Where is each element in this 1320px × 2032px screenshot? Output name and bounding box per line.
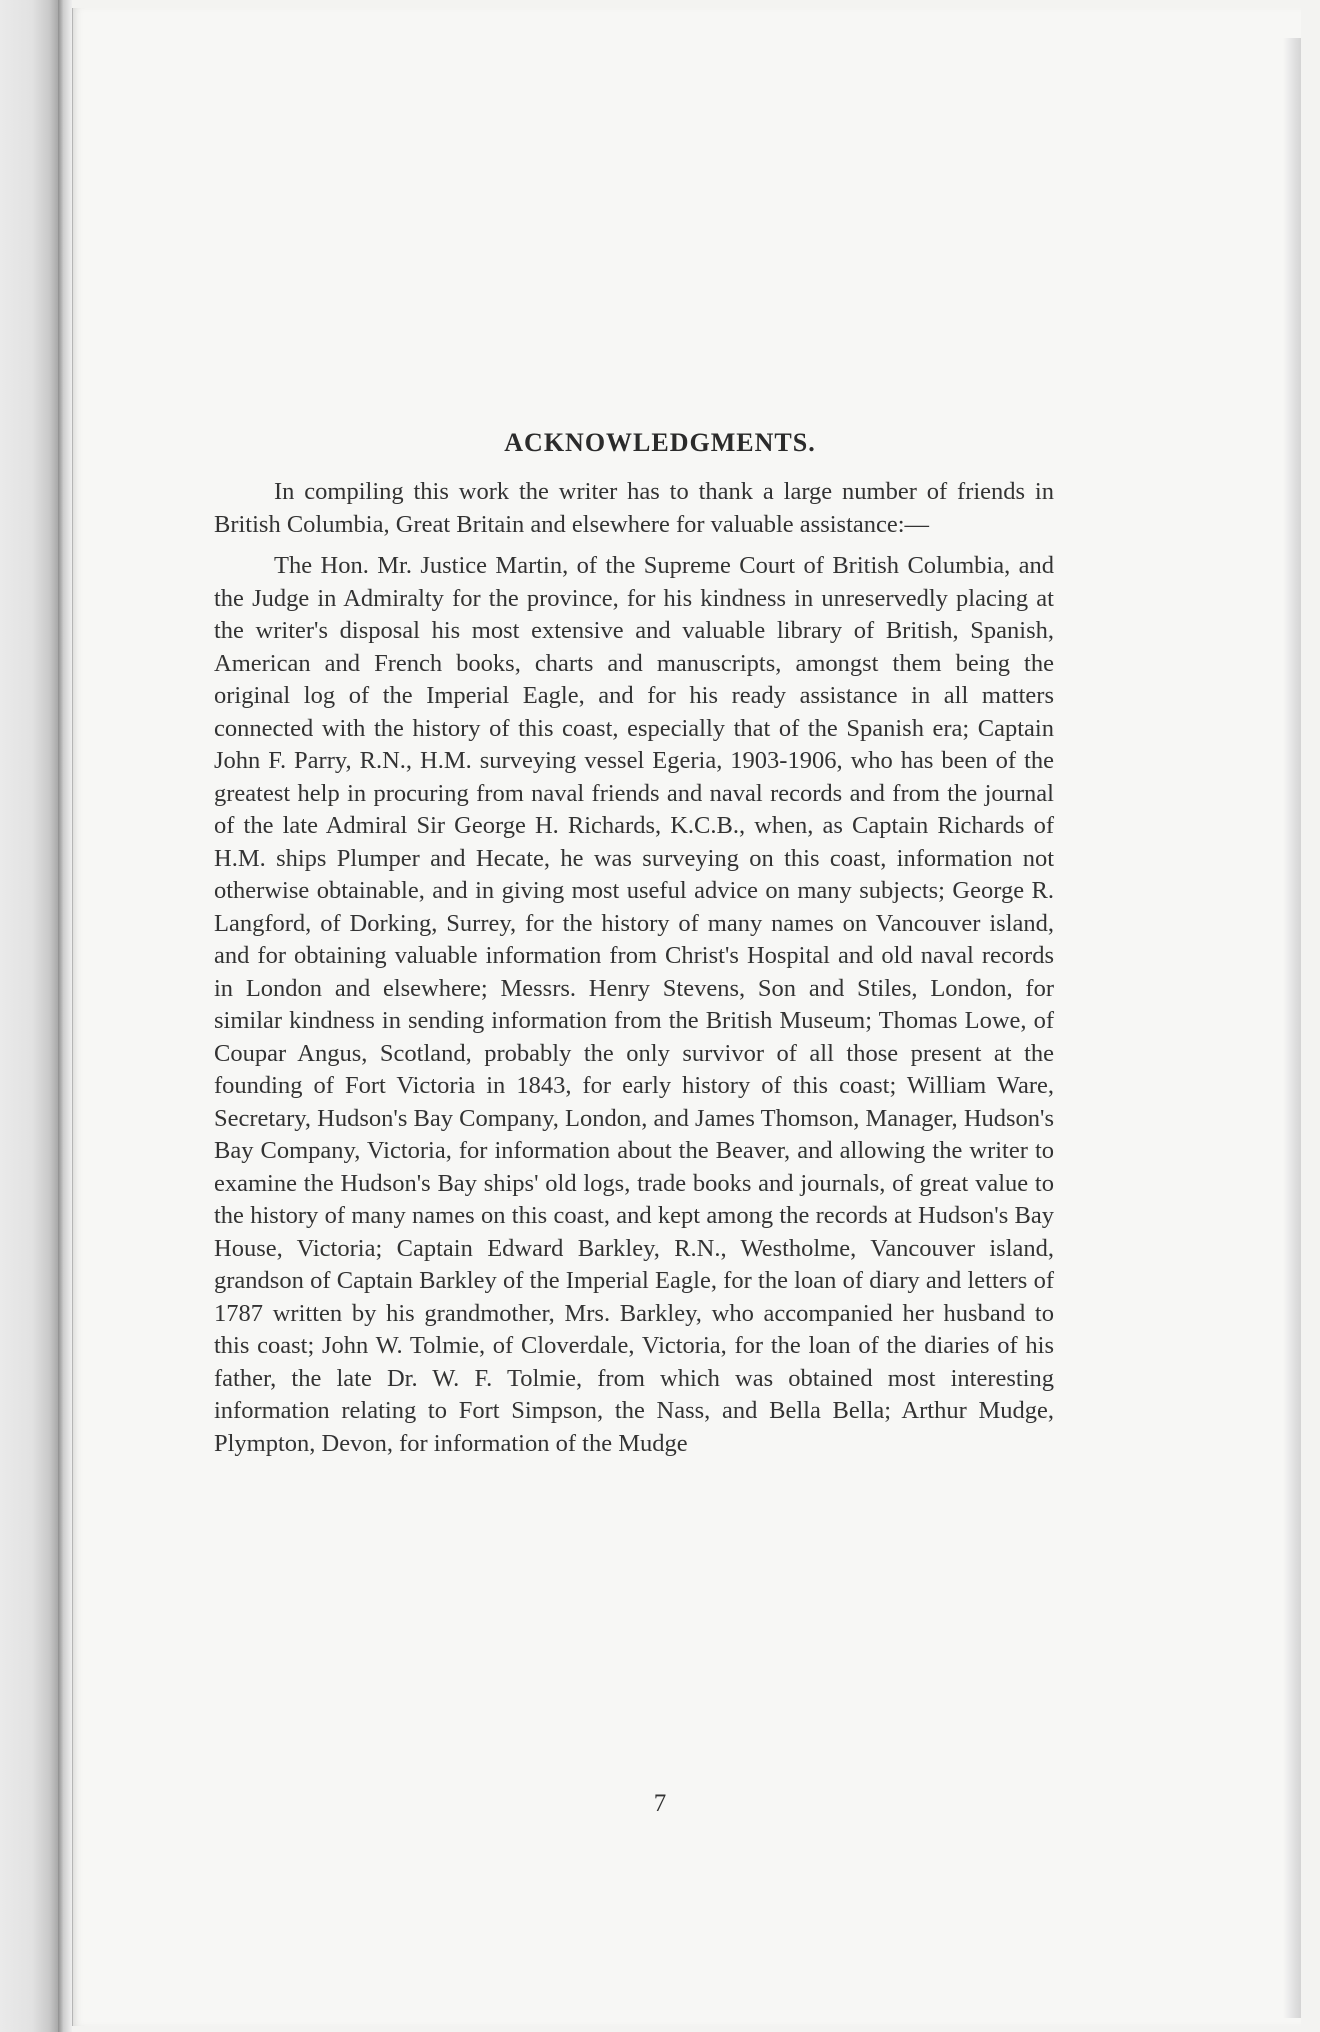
book-gutter	[58, 0, 72, 2032]
paragraph-acknowledgments: The Hon. Mr. Justice Martin, of the Supreme Court of British Columbia, and the Judge in Admiralty for the province, for his kindness in unreservedly placing at the writer's disposal his most extensive and valuable library of British, Spanish, American and French books, charts and manuscripts, amongst them being the original log of the Imperial Eagle, and for his ready assistance in all matters connected with the history of this coast, especially that of the Spanish era; Captain John F. Parry, R.N., H.M. surveying vessel Egeria, 1903-1906, who has been of the greatest help in procuring from naval friends and naval records and from the journal of the late Admiral Sir George H. Richards, K.C.B., when, as Captain Richards of H.M. ships Plumper and Hecate, he was surveying on this coast, information not otherwise obtainable, and in giving most useful advice on many subjects; George R. Langford, of Dorking, Surrey, for the history of many names on Vancouver island, and for obtaining valuable information from Christ's Hospital and old naval records in London and elsewhere; Messrs. Henry Stevens, Son and Stiles, London, for similar kindness in sending information from the British Museum; Thomas Lowe, of Coupar Angus, Scotland, probably the only survivor of all those present at the founding of Fort Victoria in 1843, for early history of this coast; William Ware, Secretary, Hudson's Bay Company, London, and James Thomson, Manager, Hudson's Bay Company, Victoria, for information about the Beaver, and allowing the writer to examine the Hudson's Bay ships' old logs, trade books and journals, of great value to the history of many names on this coast, and kept among the records at Hudson's Bay House, Victoria; Captain Edward Barkley, R.N., Westholme, Vancouver island, grandson of Captain Barkley of the Imperial Eagle, for the loan of diary and letters of 1787 written by his grandmother, Mrs. Barkley, who accompanied her husband to this coast; John W. Tolmie, of Cloverdale, Victoria, for the loan of the diaries of his father, the late Dr. W. F. Tolmie, from which was obtained most interesting information relating to Fort Simpson, the Nass, and Bella Bella; Arthur Mudge, Plympton, Devon, for information of the Mudge	[214, 552, 1054, 1457]
page-title: ACKNOWLEDGMENTS.	[504, 428, 816, 457]
acknowledgments-body	[214, 476, 1054, 1469]
page-edge-shadow	[1283, 38, 1301, 2018]
book-spine-shadow	[0, 0, 58, 2032]
page-number: 7	[653, 1790, 667, 1817]
paragraph-intro: In compiling this work the writer has to thank a large number of friends in British Columbia, Great Britain and elsewhere for valuable assistance:—	[214, 478, 1054, 538]
